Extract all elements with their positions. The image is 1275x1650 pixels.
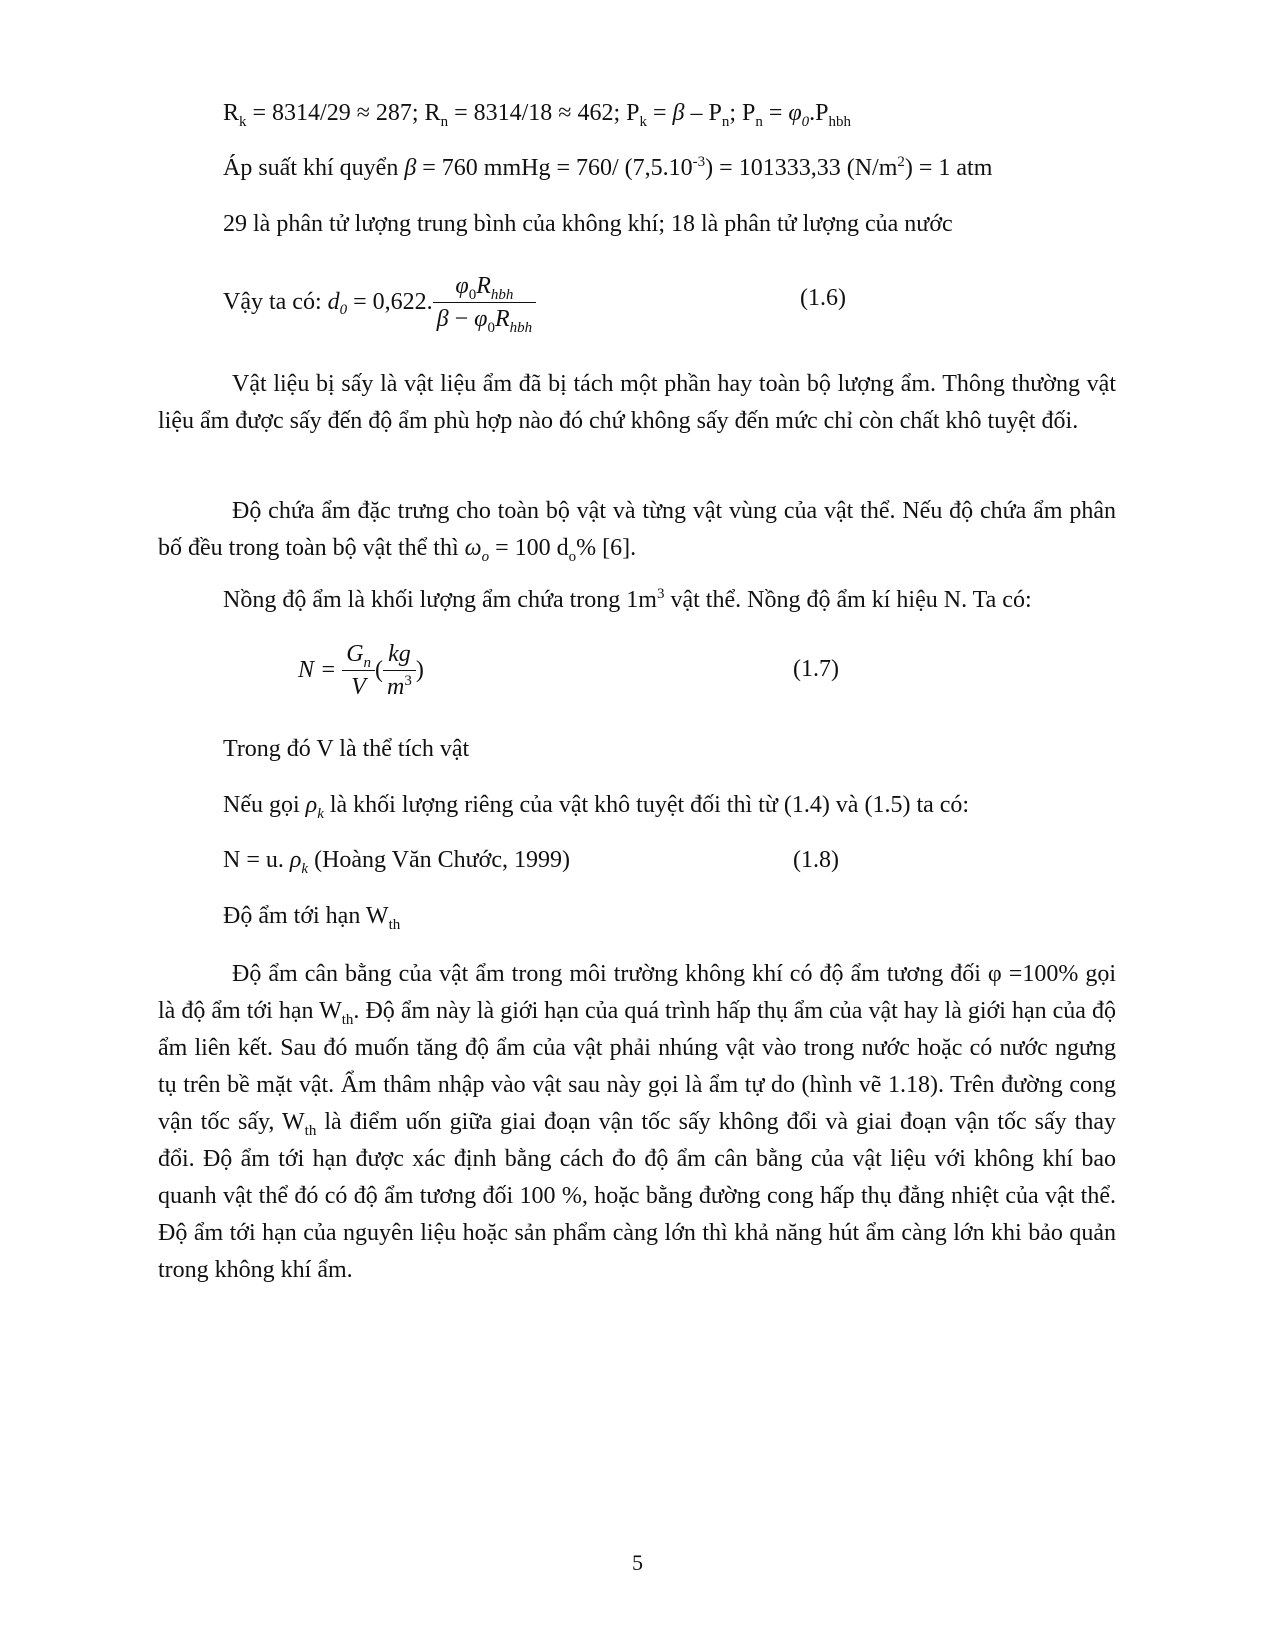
page-number: 5 <box>632 1550 643 1575</box>
paragraph-moisture-content: Độ chứa ẩm đặc trưng cho toàn bộ vật và từng vật vùng của vật thể. Nếu độ chứa ẩm phân bố đều trong toàn bộ vật thể thì $\omega_o = 100$ $d_o\%$ [6]. <box>158 498 1116 565</box>
paragraph-dried-material: Vật liệu bị sấy là vật liệu ẩm đã bị tách một phần hay toàn bộ lượng ẩm. Thông thường vật liệu ẩm được sấy đến độ ẩm phù hợp nào đó chứ không sấy đến mức chỉ còn chất khô tuyệt đối. <box>158 371 1116 434</box>
density-definition-line: Nếu gọi $\rho_k$ là khối lượng riêng của vật khô tuyệt đối thì từ (1.4) và (1.5) ta có: <box>223 792 970 822</box>
volume-definition-line: Trong đó V là thể tích vật <box>223 736 470 762</box>
equation-1-7-fraction: $\frac{G_n}{V}$ <box>342 638 375 703</box>
equation-1-6: Vậy ta có: $d_0 = 0,622$. $\frac{\varphi_0R_{hbh}}{\beta - \varphi_0R_{hbh}}$ <box>223 270 536 335</box>
equation-1-6-fraction: $\frac{\varphi_0R_{hbh}}{\beta - \varphi_0R_{hbh}}$ <box>433 270 536 335</box>
equation-1-8: N = u. $\rho_k$ (Hoàng Văn Chước, 1999) <box>223 847 570 877</box>
equation-1-7-unit: $\frac{kg}{m^3}$ <box>383 638 416 703</box>
equation-number-1-7: (1.7) <box>793 656 839 682</box>
gas-constants-line: $R_k = 8314/29 \approx 287$; $R_n = 8314/18 \approx 462$; $P_k = \beta - P_n$; $P_n = \varphi_0.P_{hbh}$ <box>223 100 852 130</box>
equation-1-7: N = $\frac{G_n}{V}$ ( $\frac{kg}{m^3}$ ) <box>298 638 424 703</box>
atmospheric-pressure-line: Áp suất khí quyển β = 760 mmHg = 760/ $(7,5.10^{-3}) = 101333,33$ $(N/m^2) = 1$ atm <box>223 154 993 181</box>
section-heading-critical-moisture: Độ ẩm tới hạn $W_{th}$ <box>223 903 401 933</box>
molecular-weight-line: 29 là phân tử lượng trung bình của không khí; 18 là phân tử lượng của nước <box>223 211 953 237</box>
equation-number-1-6: (1.6) <box>800 285 846 311</box>
paragraph-moisture-concentration: Nồng độ ẩm là khối lượng ẩm chứa trong $1m^3$ vật thể. Nồng độ ẩm kí hiệu N. Ta có: <box>223 586 1032 613</box>
equation-number-1-8: (1.8) <box>793 847 839 873</box>
paragraph-critical-moisture: Độ ẩm cân bằng của vật ẩm trong môi trường không khí có độ ẩm tương đối φ =100% gọi là độ ẩm tới hạn $W_{th}$. Độ ẩm này là giới hạn của quá trình hấp thụ ẩm của vật hay là giới hạn của độ ẩm liên kết. Sau đó muốn tăng độ ẩm của vật phải nhúng vật vào trong nước hoặc có nước ngưng tụ trên bề mặt vật. Ẩm thâm nhập vào vật sau này gọi là ẩm tự do (hình vẽ 1.18). Trên đường cong vận tốc sấy, $W_{th}$ là điểm uốn giữa giai đoạn vận tốc sấy không đổi và giai đoạn vận tốc sấy thay đổi. Độ ẩm tới hạn được xác định bằng cách đo độ ẩm cân bằng của vật liệu với không khí bao quanh vật thể đó có độ ẩm tương đối 100 %, hoặc bằng đường cong hấp thụ đẳng nhiệt của vật thể. Độ ẩm tới hạn của nguyên liệu hoặc sản phẩm càng lớn thì khả năng hút ẩm càng lớn khi bảo quản trong không khí ẩm. <box>158 961 1116 1283</box>
